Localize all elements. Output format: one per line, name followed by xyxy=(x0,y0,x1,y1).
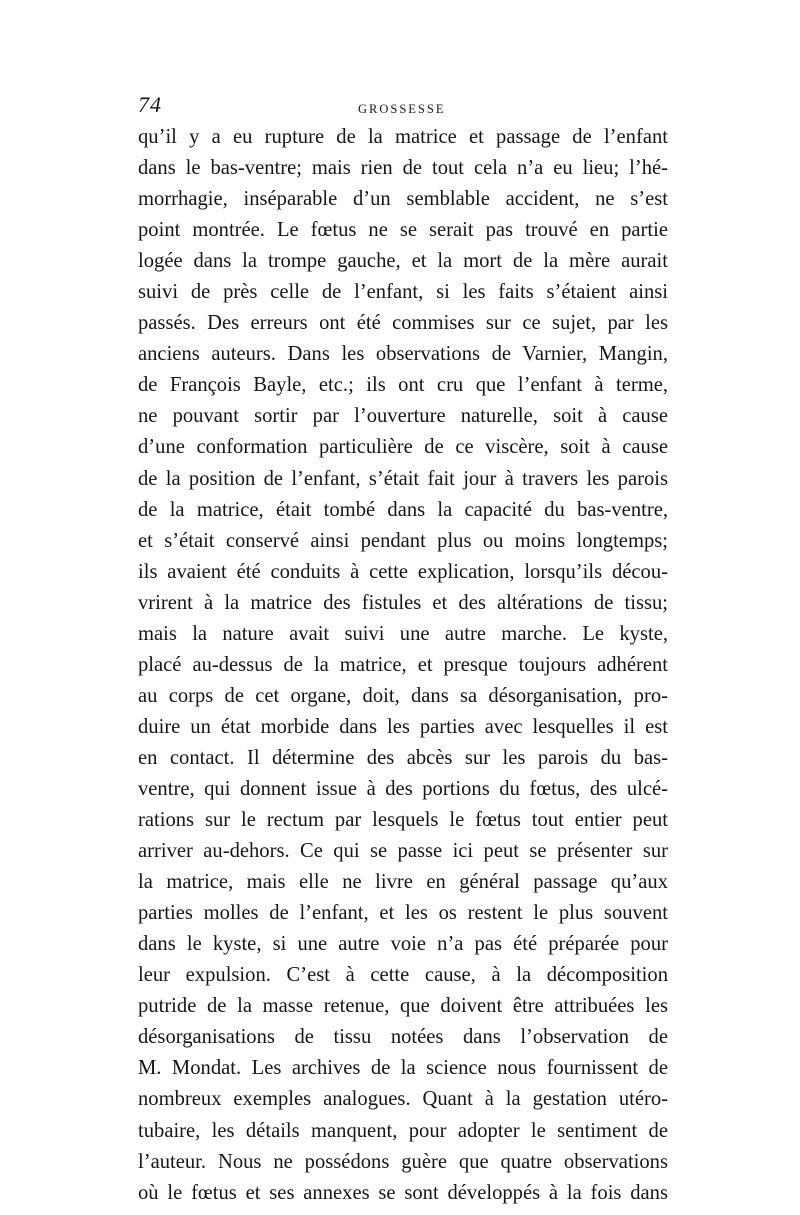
text-line: dans le kyste, si une autre voie n’a pas été préparée pour xyxy=(138,933,668,956)
text-line: putride de la masse retenue, que doivent être attribuées les xyxy=(138,995,668,1018)
text-line: dans le bas-ventre; mais rien de tout cela n’a eu lieu; l’hé- xyxy=(138,157,668,180)
text-line: qu’il y a eu rupture de la matrice et passage de l’enfant xyxy=(138,126,668,148)
page-number: 74 xyxy=(138,92,162,117)
text-line: leur expulsion. C’est à cette cause, à la décomposition xyxy=(138,964,668,987)
text-line: logée dans la trompe gauche, et la mort de la mère aurait xyxy=(138,250,668,273)
text-line: point montrée. Le fœtus ne se serait pas trouvé en partie xyxy=(138,219,668,242)
text-line: parties molles de l’enfant, et les os restent le plus souvent xyxy=(138,902,668,925)
text-line: duire un état morbide dans les parties avec lesquelles il est xyxy=(138,715,668,738)
text-line: placé au-dessus de la matrice, et presque toujours adhérent xyxy=(138,653,668,676)
text-line: et s’était conservé ainsi pendant plus ou moins longtemps; xyxy=(138,529,668,552)
text-line: ventre, qui donnent issue à des portions du fœtus, des ulcé- xyxy=(138,777,668,800)
text-line: de François Bayle, etc.; ils ont cru que l’enfant à terme, xyxy=(138,374,668,397)
text-line: rations sur le rectum par lesquels le fœtus tout entier peut xyxy=(138,809,668,832)
text-line: l’auteur. Nous ne possédons guère que quatre observations xyxy=(138,1150,668,1173)
text-line: vrirent à la matrice des fistules et des altérations de tissu; xyxy=(138,591,668,614)
text-line: où le fœtus et ses annexes se sont développés à la fois dans xyxy=(138,1181,668,1204)
text-line: ils avaient été conduits à cette explication, lorsqu’ils décou- xyxy=(138,560,668,583)
text-line: nombreux exemples analogues. Quant à la gestation utéro- xyxy=(138,1088,668,1111)
text-line: anciens auteurs. Dans les observations de Varnier, Mangin, xyxy=(138,343,668,366)
text-line: passés. Des erreurs ont été commises sur ce sujet, par les xyxy=(138,312,668,335)
text-line: suivi de près celle de l’enfant, si les faits s’étaient ainsi xyxy=(138,281,668,304)
text-line: en contact. Il détermine des abcès sur les parois du bas- xyxy=(138,746,668,769)
text-line: arriver au-dehors. Ce qui se passe ici peut se présenter sur xyxy=(138,840,668,863)
text-line: de la matrice, était tombé dans la capacité du bas-ventre, xyxy=(138,498,668,521)
text-line: M. Mondat. Les archives de la science nous fournissent de xyxy=(138,1057,668,1080)
text-line: morrhagie, inséparable d’un semblable accident, ne s’est xyxy=(138,188,668,211)
text-line: mais la nature avait suivi une autre marche. Le kyste, xyxy=(138,622,668,645)
running-head: GROSSESSE xyxy=(358,102,446,116)
text-line: ne pouvant sortir par l’ouverture naturelle, soit à cause xyxy=(138,405,668,428)
text-line: au corps de cet organe, doit, dans sa désorganisation, pro- xyxy=(138,684,668,707)
text-line: tubaire, les détails manquent, pour adopter le sentiment de xyxy=(138,1119,668,1142)
text-line: la matrice, mais elle ne livre en général passage qu’aux xyxy=(138,871,668,894)
body-text xyxy=(138,122,668,1209)
text-line: de la position de l’enfant, s’était fait jour à travers les parois xyxy=(138,467,668,490)
text-line: d’une conformation particulière de ce viscère, soit à cause xyxy=(138,436,668,459)
text-line: désorganisations de tissu notées dans l’observation de xyxy=(138,1026,668,1049)
